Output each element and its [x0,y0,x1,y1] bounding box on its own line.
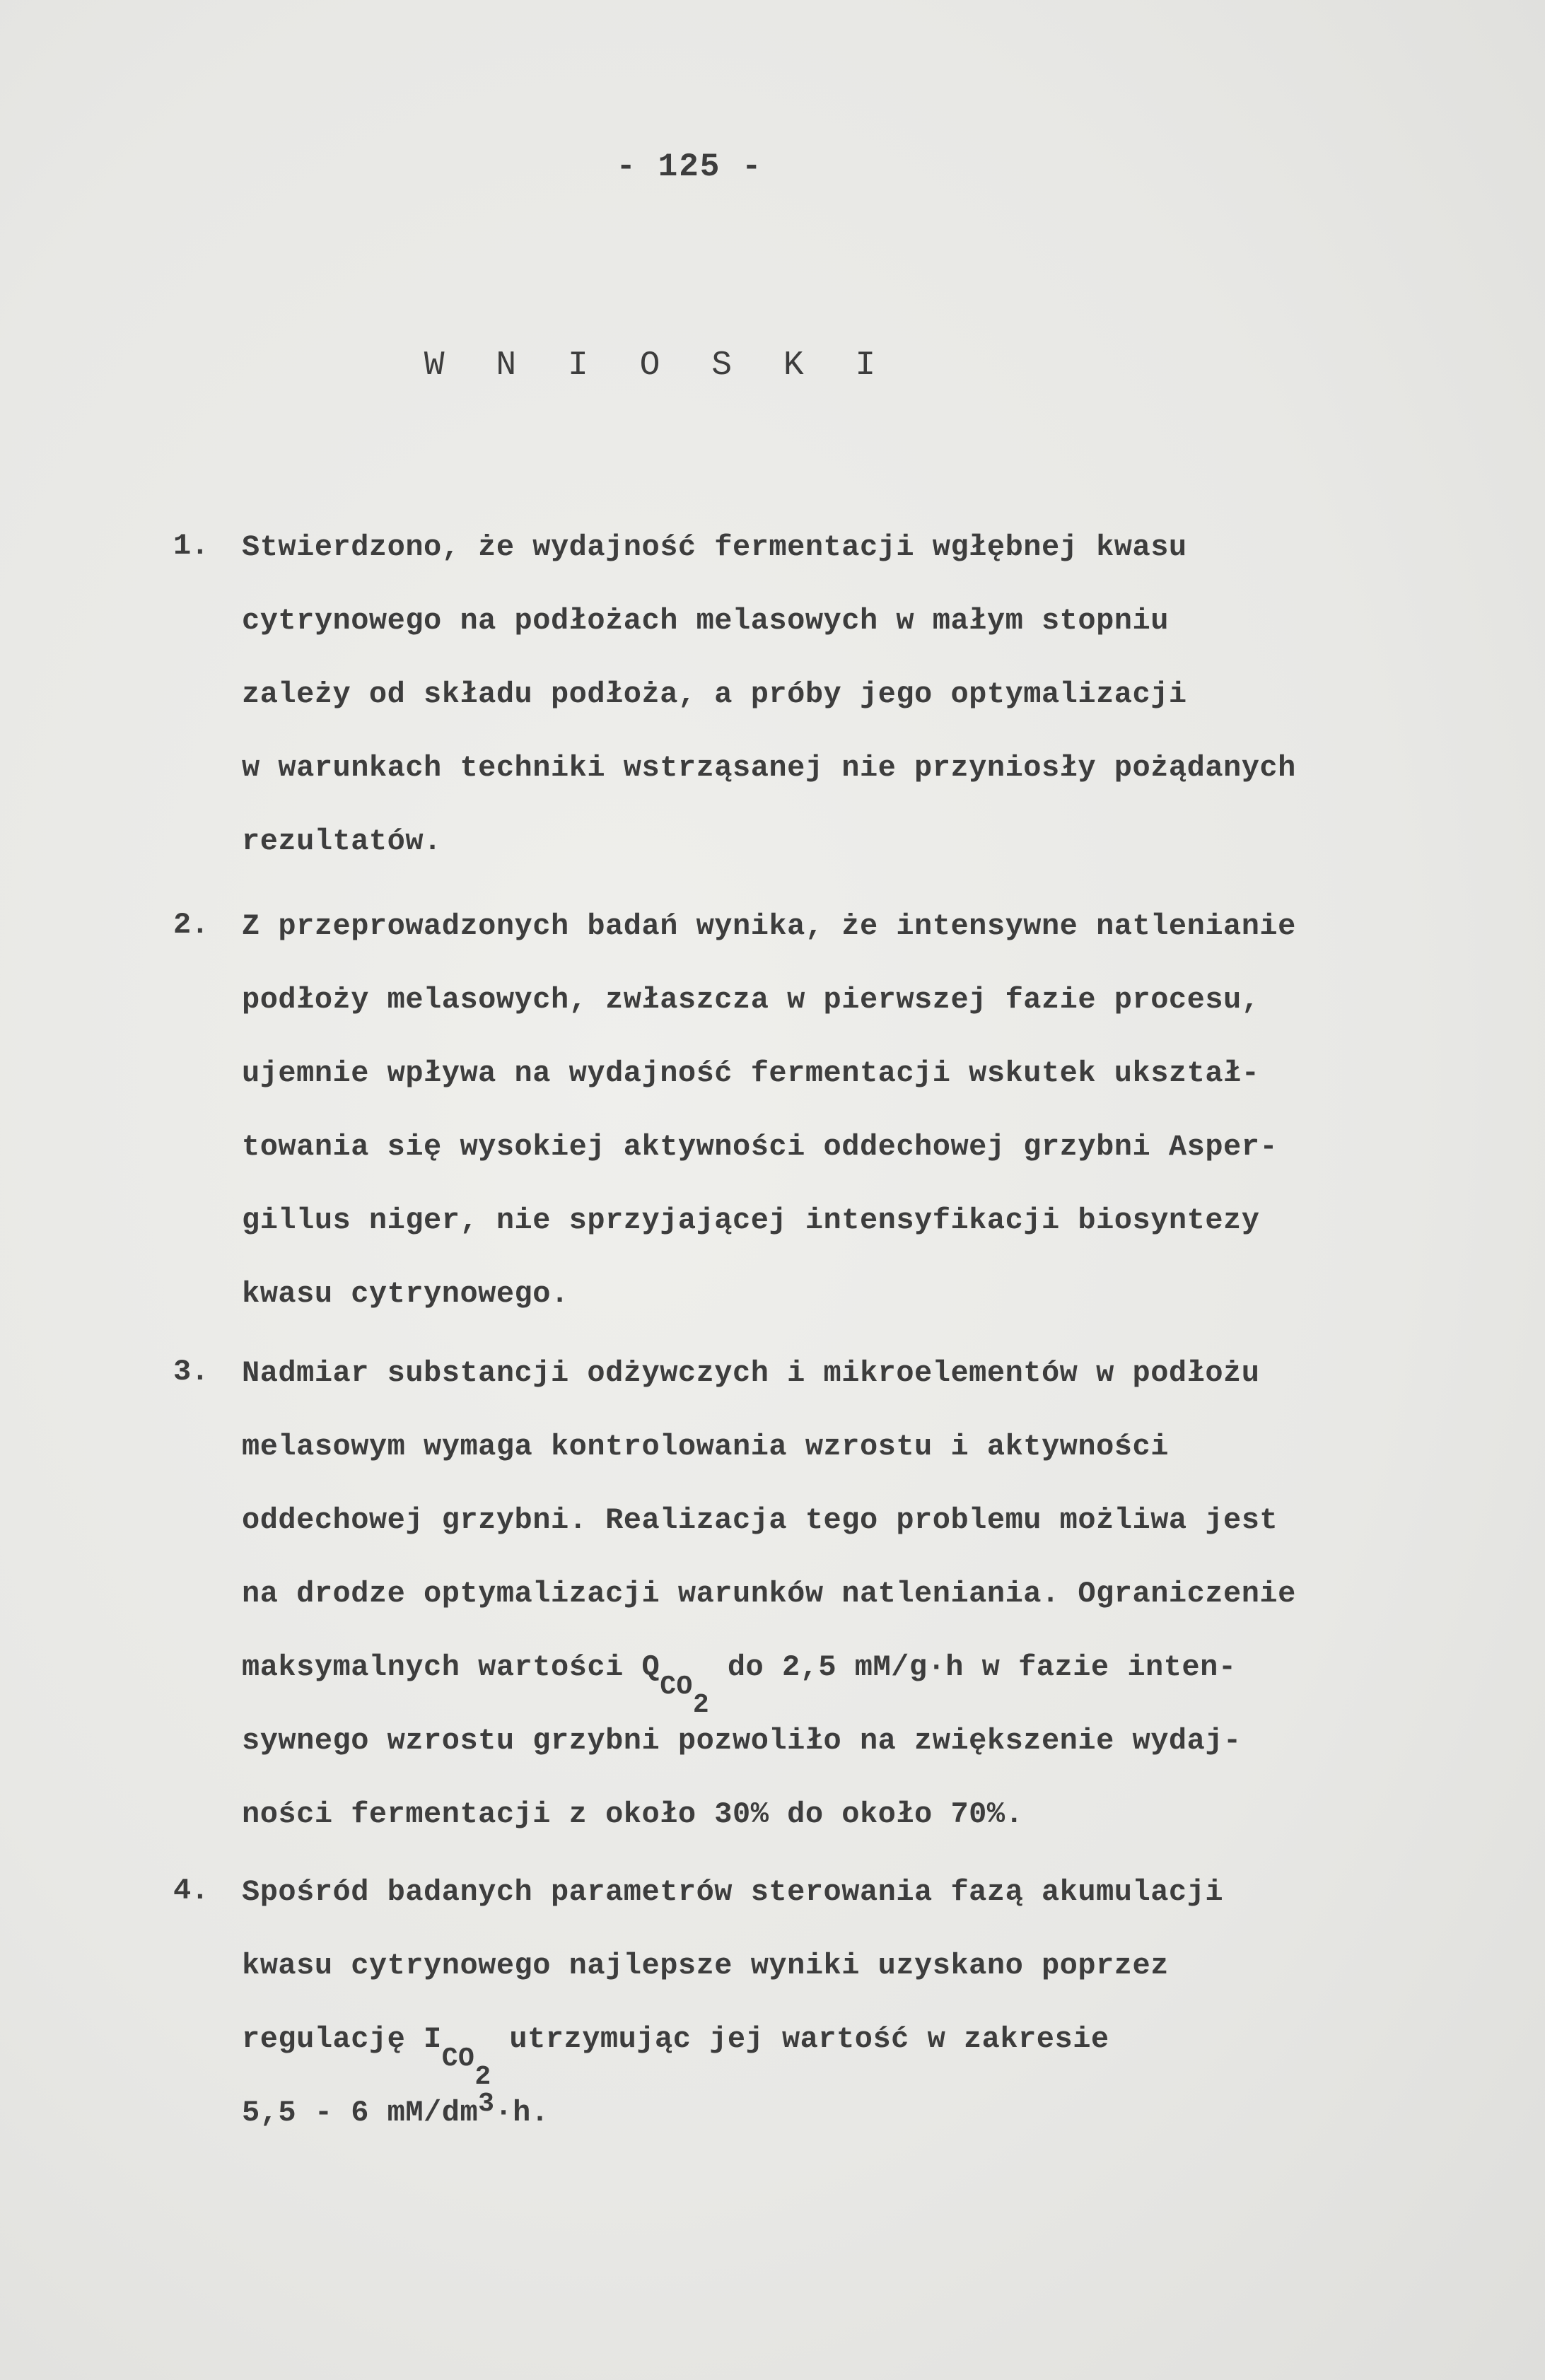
superscript-exponent: 3 [478,2089,495,2119]
page-number: - 125 - [616,148,763,185]
text-line: na drodze optymalizacji warunków natleniania. Ograniczenie [242,1577,1296,1611]
text-line [242,2002,1223,2092]
text-segment: 5,5 - 6 mM/dm [242,2096,479,2130]
text-line: oddechowej grzybni. Realizacja tego problemu możliwa jest [242,1503,1278,1537]
text-line: Z przeprowadzonych badań wynika, że intensywne natlenianie [242,909,1296,943]
text-line: sywnego wzrostu grzybni pozwoliło na zwiększenie wydaj- [242,1724,1242,1758]
text-line: Nadmiar substancji odżywczych i mikroelementów w podłożu [242,1356,1260,1390]
text-line: rezultatów. [242,824,442,858]
text-segment: ·h. [494,2096,549,2130]
text-line [242,2076,1223,2149]
text-line: gillus niger, nie sprzyjającej intensyfikacji biosyntezy [242,1203,1260,1237]
text-line: Stwierdzono, że wydajność fermentacji wgłębnej kwasu [242,530,1187,564]
item-number: 3. [173,1355,209,1389]
text-segment: maksymalnych wartości Q [242,1650,660,1684]
subscript-co: CO2 [441,2043,491,2092]
item-number: 1. [173,529,209,563]
item-text [242,511,1296,878]
item-text [242,889,1296,1331]
text-line: zależy od składu podłoża, a próby jego optymalizacji [242,677,1187,711]
text-line: towania się wysokiej aktywności oddechowej grzybni Asper- [242,1130,1278,1164]
item-text [242,1855,1223,2149]
text-line: kwasu cytrynowego najlepsze wyniki uzyskano poprzez [242,1949,1169,1983]
subscript-index: 2 [692,1690,710,1720]
text-line: Spośród badanych parametrów sterowania fazą akumulacji [242,1875,1224,1909]
text-line [242,1631,1296,1720]
text-line: ności fermentacji z około 30% do około 70%. [242,1797,1024,1831]
item-number: 4. [173,1874,209,1908]
item-number: 2. [173,908,209,942]
text-line: podłoży melasowych, zwłaszcza w pierwszej fazie procesu, [242,983,1260,1017]
item-text [242,1336,1296,1851]
text-line: cytrynowego na podłożach melasowych w małym stopniu [242,604,1169,638]
text-line: kwasu cytrynowego. [242,1277,569,1311]
section-title: W N I O S K I [424,346,892,385]
text-line: melasowym wymaga kontrolowania wzrostu i aktywności [242,1430,1169,1464]
text-segment: regulację I [242,2022,442,2056]
text-segment: do 2,5 mM/g·h w fazie inten- [709,1650,1237,1684]
text-segment: utrzymując jej wartość w zakresie [491,2022,1109,2056]
text-line: ujemnie wpływa na wydajność fermentacji wskutek ukształ- [242,1056,1260,1090]
text-line: w warunkach techniki wstrząsanej nie przyniosły pożądanych [242,751,1296,785]
subscript-index: 2 [474,2062,491,2092]
subscript-co: CO2 [660,1672,710,1720]
